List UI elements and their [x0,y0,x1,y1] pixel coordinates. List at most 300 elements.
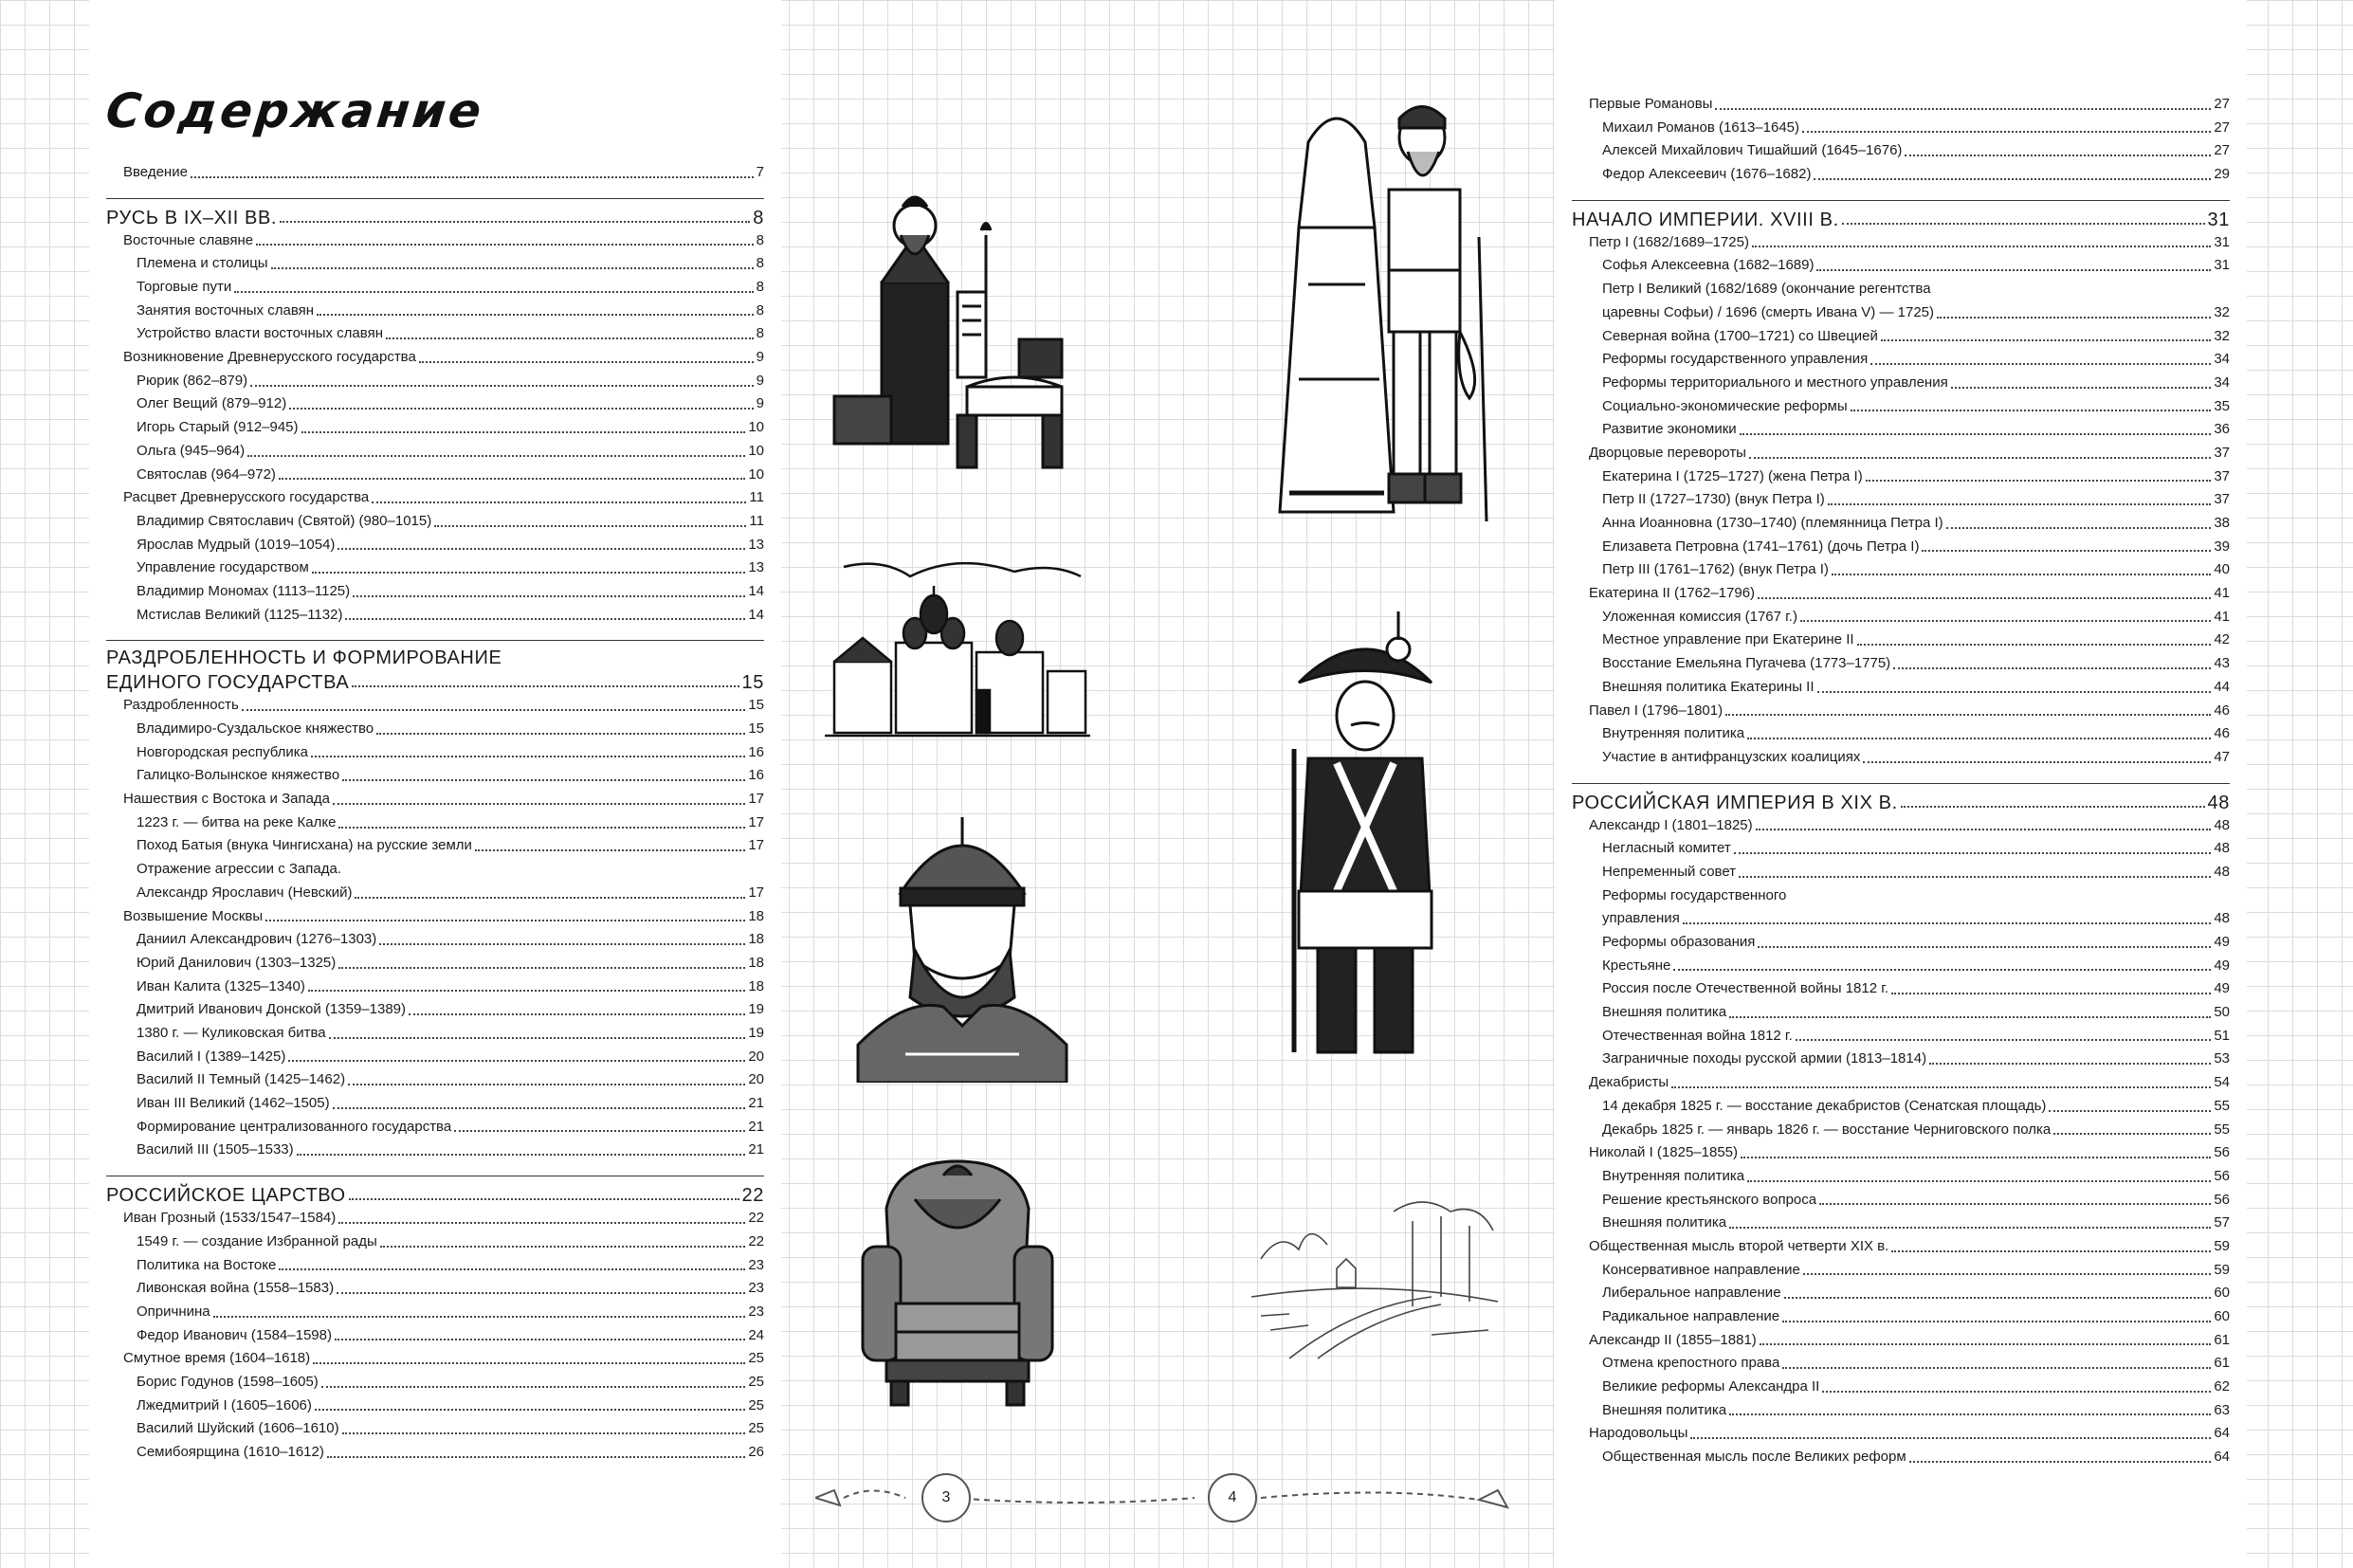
toc-entry-title: Возвышение Москвы [123,907,264,924]
toc-entry[interactable] [106,322,764,346]
toc-page-number: 34 [2214,374,2230,391]
toc-entry-title: Развитие экономики [1602,421,1737,438]
toc-entry-line1: Отражение агрессии с Запада. [137,861,341,878]
section-heading-row[interactable] [106,1182,764,1207]
page-title: Содержание [102,83,487,138]
toc-entry-title: Мстислав Великий (1125–1132) [137,606,343,623]
toc-page-number: 8 [756,231,764,248]
toc-entry[interactable] [106,1371,764,1395]
leader-dots [1782,1367,2211,1369]
toc-entry-title: Восточные славяне [123,231,254,248]
toc-entry[interactable] [106,858,764,904]
toc-page-number: 48 [2214,840,2230,857]
toc-entry-title: Заграничные походы русской армии (1813–1814) [1602,1050,1927,1067]
toc-entry-title: Общественная мысль второй четверти XIX в. [1589,1237,1889,1254]
toc-entry[interactable] [1572,254,2230,278]
toc-entry[interactable] [106,1347,764,1371]
toc-entry-title: Михаил Романов (1613–1645) [1602,119,1800,136]
toc-entry-title: Внутренняя политика [1602,725,1745,742]
toc-entry[interactable] [106,928,764,952]
toc-entry[interactable] [106,1254,764,1278]
toc-entry-title: Ливонская война (1558–1583) [137,1280,335,1297]
toc-entry[interactable] [106,229,764,253]
leader-dots [1937,317,2211,319]
toc-entry[interactable] [106,998,764,1022]
leader-dots [1817,691,2212,693]
toc-page-number: 25 [748,1350,764,1367]
section-heading-row[interactable] [1572,207,2230,231]
toc-entry[interactable] [1572,931,2230,955]
leader-dots [1901,806,2205,808]
leader-dots [280,221,750,223]
toc-entry-title: Общественная мысль после Великих реформ [1602,1449,1906,1466]
toc-entry[interactable] [106,161,764,185]
section-heading [1572,200,2230,231]
leader-dots [376,733,745,735]
toc-entry[interactable] [1572,465,2230,489]
toc-entry[interactable] [1572,442,2230,465]
toc-entry-title: Елизавета Петровна (1741–1761) (дочь Петра I) [1602,538,1920,555]
toc-page-number: 10 [748,442,764,459]
toc-entry[interactable] [1572,722,2230,746]
toc-entry[interactable] [1572,418,2230,442]
throne-chair-icon [858,1152,1057,1408]
leader-dots [1929,1063,2211,1065]
toc-entry[interactable] [1572,117,2230,140]
toc-entry-title: Федор Иванович (1584–1598) [137,1326,332,1343]
toc-entry[interactable] [1572,139,2230,163]
leader-dots [289,408,753,410]
toc-entry-title: Первые Романовы [1589,95,1713,112]
toc-entry-title: Павел I (1796–1801) [1589,702,1724,719]
leader-dots [1863,761,2211,763]
toc-entry[interactable] [1572,1165,2230,1189]
toc-entry[interactable] [1572,325,2230,349]
toc-entry[interactable] [1572,652,2230,676]
toc-entry-title: Торговые пути [137,279,232,296]
leader-dots [312,572,746,574]
toc-entry-title: Василий III (1505–1533) [137,1141,294,1158]
section-title: НАЧАЛО ИМПЕРИИ. XVIII В. [1572,209,1839,230]
toc-entry[interactable] [1572,582,2230,606]
toc-page-number: 37 [2214,444,2230,461]
toc-entry[interactable] [1572,1259,2230,1283]
toc-entry-title: Управление государством [137,559,309,576]
leader-dots [1758,597,2211,599]
toc-entry[interactable] [106,276,764,300]
toc-page-number: 9 [756,349,764,366]
toc-entry-title: Непременный совет [1602,863,1737,880]
toc-entry-title: 14 декабря 1825 г. — восстание декабристов (Сенатская площадь) [1602,1097,2047,1114]
toc-entry[interactable] [1572,861,2230,884]
toc-page-number: 55 [2214,1121,2230,1138]
leader-dots [1796,1039,2212,1041]
toc-entry[interactable] [1572,1119,2230,1142]
toc-entry-title: Декабрь 1825 г. — январь 1826 г. — восстание Черниговского полка [1602,1121,2052,1138]
toc-entry-title: Внешняя политика [1602,1401,1727,1418]
toc-entry-title: Софья Алексеевна (1682–1689) [1602,257,1815,274]
toc-entry[interactable] [106,1277,764,1301]
leader-dots [454,1130,745,1132]
leader-dots [1734,852,2212,854]
leader-dots [333,1107,746,1109]
toc-entry[interactable] [106,604,764,628]
toc-page-number: 49 [2214,934,2230,951]
leader-dots [1729,1016,2211,1018]
toc-page-number: 63 [2214,1401,2230,1418]
toc-entry[interactable] [106,741,764,765]
toc-entry[interactable] [1572,1305,2230,1329]
leader-dots [1870,363,2211,365]
leader-dots [265,920,745,921]
toc-entry[interactable] [106,464,764,487]
toc-entry-title: Возникновение Древнерусского государства [123,349,416,366]
toc-entry[interactable] [1572,1001,2230,1025]
toc-page-number: 49 [2214,980,2230,997]
toc-page-number: 29 [2214,166,2230,183]
toc-page-number: 59 [2214,1237,2230,1254]
toc-entry-line1: Петр I Великий (1682/1689 (окончание регентства [1602,281,1931,298]
leader-dots [2049,1110,2211,1112]
leader-dots [301,431,746,433]
toc-page-number: 60 [2214,1308,2230,1325]
toc-entry[interactable] [106,486,764,510]
toc-entry-title: Владимир Святославич (Святой) (980–1015) [137,512,432,529]
leader-dots [321,1386,746,1388]
toc-entry[interactable] [106,1324,764,1348]
toc-entry-title: Декабристы [1589,1074,1669,1091]
toc-entry-title: Занятия восточных славян [137,301,315,319]
toc-entry[interactable] [1572,536,2230,559]
section-title: РОССИЙСКОЕ ЦАРСТВО [106,1185,346,1207]
toc-entry[interactable] [106,811,764,835]
toc-entry[interactable] [1572,1422,2230,1446]
leader-dots [1946,527,2212,529]
toc-entry[interactable] [1572,700,2230,723]
leader-dots [247,455,745,457]
leader-dots [1814,178,2211,180]
toc-entry[interactable] [106,510,764,534]
toc-entry[interactable] [1572,676,2230,700]
toc-entry[interactable] [1572,1025,2230,1048]
toc-entry[interactable] [106,1139,764,1162]
toc-page-number: 25 [748,1396,764,1413]
leader-dots [1715,108,2211,110]
toc-entry-title: Реформы образования [1602,934,1756,951]
toc-page-number: 10 [748,465,764,483]
toc-entry[interactable] [106,1207,764,1231]
leader-dots [279,478,745,480]
toc-page-number: 19 [748,1025,764,1041]
toc-page-number: 26 [748,1444,764,1460]
leader-dots [1909,1461,2212,1463]
toc-entry-title: Консервативное направление [1602,1261,1800,1278]
leader-dots [311,756,745,757]
toc-page-number: 22 [748,1232,764,1249]
toc-entry-line1: Реформы государственного [1602,886,1787,903]
toc-page-number: 17 [748,791,764,808]
toc-entry-title: Василий II Темный (1425–1462) [137,1071,346,1088]
toc-entry[interactable] [106,952,764,975]
toc-entry-title: Галицко-Волынское княжество [137,767,340,784]
toc-page-number: 10 [748,419,764,436]
footer-decoration [815,1479,1574,1517]
toc-page-number: 27 [2214,119,2230,136]
section-heading-row[interactable] [106,205,764,229]
toc-page-number: 41 [2214,585,2230,602]
toc-entry[interactable] [106,1022,764,1046]
toc-entry[interactable] [106,534,764,557]
toc-entry[interactable] [1572,1399,2230,1423]
toc-entry[interactable] [1572,629,2230,652]
toc-page-number: 17 [748,813,764,830]
toc-entry-title: Политика на Востоке [137,1256,277,1273]
toc-entry[interactable] [106,556,764,580]
section-title: РУСЬ В IX–XII ВВ. [106,207,278,228]
toc-entry-title: Иван Калита (1325–1340) [137,977,305,994]
leader-dots [1747,738,2211,739]
toc-entry[interactable] [1572,348,2230,372]
toc-entry[interactable] [106,1417,764,1441]
toc-page-number: 64 [2214,1449,2230,1466]
toc-entry[interactable] [106,252,764,276]
leader-dots [2053,1133,2211,1135]
toc-entry[interactable] [1572,1235,2230,1259]
toc-entry-title: царевны Софьи) / 1696 (смерть Ивана V) — 1725) [1602,303,1934,320]
toc-entry-title: Нашествия с Востока и Запада [123,791,331,808]
toc-entry-title: Внешняя политика [1602,1004,1727,1021]
toc-entry-title: Александр II (1855–1881) [1589,1331,1757,1348]
toc-page-number: 43 [2214,655,2230,672]
toc-entry[interactable] [1572,1189,2230,1212]
toc-page-number: 57 [2214,1214,2230,1231]
toc-page-number: 11 [749,489,764,506]
toc-entry[interactable] [1572,814,2230,838]
toc-entry-title: Николай I (1825–1855) [1589,1144,1739,1161]
toc-page-number: 22 [748,1210,764,1227]
landscape-sketch-icon [1251,1193,1498,1363]
toc-entry[interactable] [106,346,764,370]
toc-entry[interactable] [1572,558,2230,582]
leader-dots [234,291,753,293]
leader-dots [335,1339,745,1340]
toc-page-number: 16 [748,767,764,784]
toc-page-number: 61 [2214,1355,2230,1372]
toc-entry[interactable] [106,975,764,999]
toc-page-number: 31 [2214,257,2230,274]
toc-page-number: 18 [748,954,764,971]
page-number-right: 4 [1208,1473,1257,1522]
leader-dots [1857,644,2212,646]
toc-page-number: 42 [2214,631,2230,648]
leader-dots [1725,714,2211,716]
leader-dots [213,1316,746,1318]
toc-entry[interactable] [1572,488,2230,512]
toc-entry[interactable] [1572,977,2230,1001]
leader-dots [1756,829,2212,830]
leader-dots [337,1292,745,1294]
toc-entry[interactable] [1572,512,2230,536]
leader-dots [349,1198,739,1200]
toc-entry[interactable] [106,905,764,929]
leader-dots [1749,457,2211,459]
toc-entry[interactable] [1572,837,2230,861]
toc-page-number: 16 [748,743,764,760]
section-heading [106,198,764,229]
toc-entry[interactable] [1572,1212,2230,1235]
toc-page-number: 41 [2214,608,2230,625]
toc-entry[interactable] [1572,1352,2230,1376]
section-heading [106,1176,764,1207]
toc-entry[interactable] [1572,1048,2230,1071]
toc-entry[interactable] [1572,278,2230,324]
toc-entry[interactable] [106,580,764,604]
leader-dots [1832,574,2211,575]
section-heading-row[interactable] [1572,790,2230,814]
toc-entry[interactable] [106,440,764,464]
toc-page-number: 13 [748,559,764,576]
toc-entry-title: 1549 г. — создание Избранной рады [137,1232,377,1249]
leader-dots [191,176,754,178]
toc-entry-title: Введение [123,163,188,180]
leader-dots [1866,480,2212,482]
toc-entry-title: Иван III Великий (1462–1505) [137,1095,330,1112]
toc-entry[interactable] [106,1046,764,1069]
leader-dots [1739,876,2211,878]
leader-dots [1729,1413,2211,1415]
toc-entry[interactable] [106,1231,764,1254]
toc-entry[interactable] [1572,1376,2230,1399]
toc-entry[interactable] [1572,395,2230,419]
toc-entry-title: Василий I (1389–1425) [137,1048,286,1065]
leader-dots [333,803,745,805]
leader-dots [1729,1227,2211,1229]
section-title: РОССИЙСКАЯ ИМПЕРИЯ В XIX В. [1572,792,1898,813]
toc-entry[interactable] [106,1092,764,1116]
toc-entry-title: Россия после Отечественной войны 1812 г. [1602,980,1889,997]
toc-entry[interactable] [1572,1095,2230,1119]
toc-entry[interactable] [1572,1141,2230,1165]
toc-page-number: 48 [2214,816,2230,833]
toc-entry-title: Петр II (1727–1730) (внук Петра I) [1602,491,1825,508]
leader-dots [1760,1343,2212,1345]
toc-entry[interactable] [1572,231,2230,255]
toc-entry-title: Петр I (1682/1689–1725) [1589,233,1749,250]
toc-entry[interactable] [106,393,764,417]
toc-page-number: 36 [2214,421,2230,438]
toc-entry-title: Устройство власти восточных славян [137,325,383,342]
toc-entry-title: Раздробленность [123,697,239,714]
toc-page-number: 60 [2214,1285,2230,1302]
toc-entry-title: Новгородская республика [137,743,309,760]
toc-entry[interactable] [106,1395,764,1418]
section-page-number: 8 [753,207,764,228]
toc-entry[interactable] [1572,1071,2230,1095]
toc-page-number: 14 [748,582,764,599]
toc-page-number: 54 [2214,1074,2230,1091]
leader-dots [434,525,746,527]
toc-entry-title: Олег Вещий (879–912) [137,395,287,412]
toc-entry-title: Опричнина [137,1303,210,1320]
toc-entry[interactable] [1572,1282,2230,1305]
toc-entry[interactable] [1572,884,2230,931]
toc-entry[interactable] [106,416,764,440]
toc-entry[interactable] [106,764,764,788]
toc-entry-title: Внешняя политика [1602,1214,1727,1231]
toc-entry-title: Народовольцы [1589,1425,1688,1442]
toc-entry[interactable] [1572,93,2230,117]
leader-dots [348,1084,745,1085]
toc-entry[interactable] [1572,1446,2230,1469]
leader-dots [419,361,754,363]
leader-dots [1842,223,2205,225]
leader-dots [338,967,745,969]
toc-entry[interactable] [1572,955,2230,978]
leader-dots [1822,1391,2211,1393]
toc-right [1572,93,2230,1469]
section-heading-row[interactable] [106,669,764,694]
toc-page-number: 9 [756,372,764,389]
toc-entry-title: Екатерина II (1762–1796) [1589,585,1756,602]
leader-dots [271,267,754,269]
toc-entry[interactable] [1572,1329,2230,1353]
toc-entry[interactable] [106,835,764,859]
toc-entry-title: Семибоярщина (1610–1612) [137,1444,324,1460]
toc-entry[interactable] [1572,746,2230,770]
toc-page-number: 56 [2214,1144,2230,1161]
toc-entry[interactable] [106,718,764,741]
toc-entry[interactable] [1572,606,2230,629]
toc-entry-title: Игорь Старый (912–945) [137,419,299,436]
toc-page-number: 34 [2214,351,2230,368]
section-page-number: 31 [2207,209,2230,230]
toc-page-number: 53 [2214,1050,2230,1067]
toc-page-number: 24 [748,1326,764,1343]
toc-page-number: 17 [748,884,764,901]
left-page-column [89,0,781,1568]
toc-page-number: 56 [2214,1191,2230,1208]
toc-entry[interactable] [1572,372,2230,395]
section-page-number: 22 [741,1185,764,1207]
toc-entry[interactable] [106,1068,764,1092]
toc-entry-title: Реформы государственного управления [1602,351,1869,368]
toc-page-number: 64 [2214,1425,2230,1442]
toc-entry-title: Смутное время (1604–1618) [123,1350,311,1367]
leader-dots [1802,131,2211,133]
toc-entry-title: Анна Иоанновна (1730–1740) (племянница Петра I) [1602,515,1943,531]
toc-page-number: 7 [756,163,764,180]
toc-page-number: 49 [2214,957,2230,974]
leader-dots [342,1432,746,1434]
toc-page-number: 23 [748,1256,764,1273]
toc-entry[interactable] [106,370,764,393]
toc-entry-title: Крестьяне [1602,957,1671,974]
toc-entry[interactable] [106,300,764,323]
toc-entry-title: Василий Шуйский (1606–1610) [137,1420,339,1437]
toc-page-number: 21 [748,1141,764,1158]
toc-entry[interactable] [106,1441,764,1465]
toc-entry[interactable] [106,1301,764,1324]
toc-page-number: 8 [756,255,764,272]
toc-entry[interactable] [106,694,764,718]
toc-entry[interactable] [106,1116,764,1140]
toc-page-number: 27 [2214,142,2230,159]
toc-entry-title: Внутренняя политика [1602,1167,1745,1184]
toc-entry[interactable] [1572,163,2230,187]
toc-page-number: 17 [748,837,764,854]
peasant-couple-icon [1270,95,1498,531]
toc-entry[interactable] [106,788,764,811]
